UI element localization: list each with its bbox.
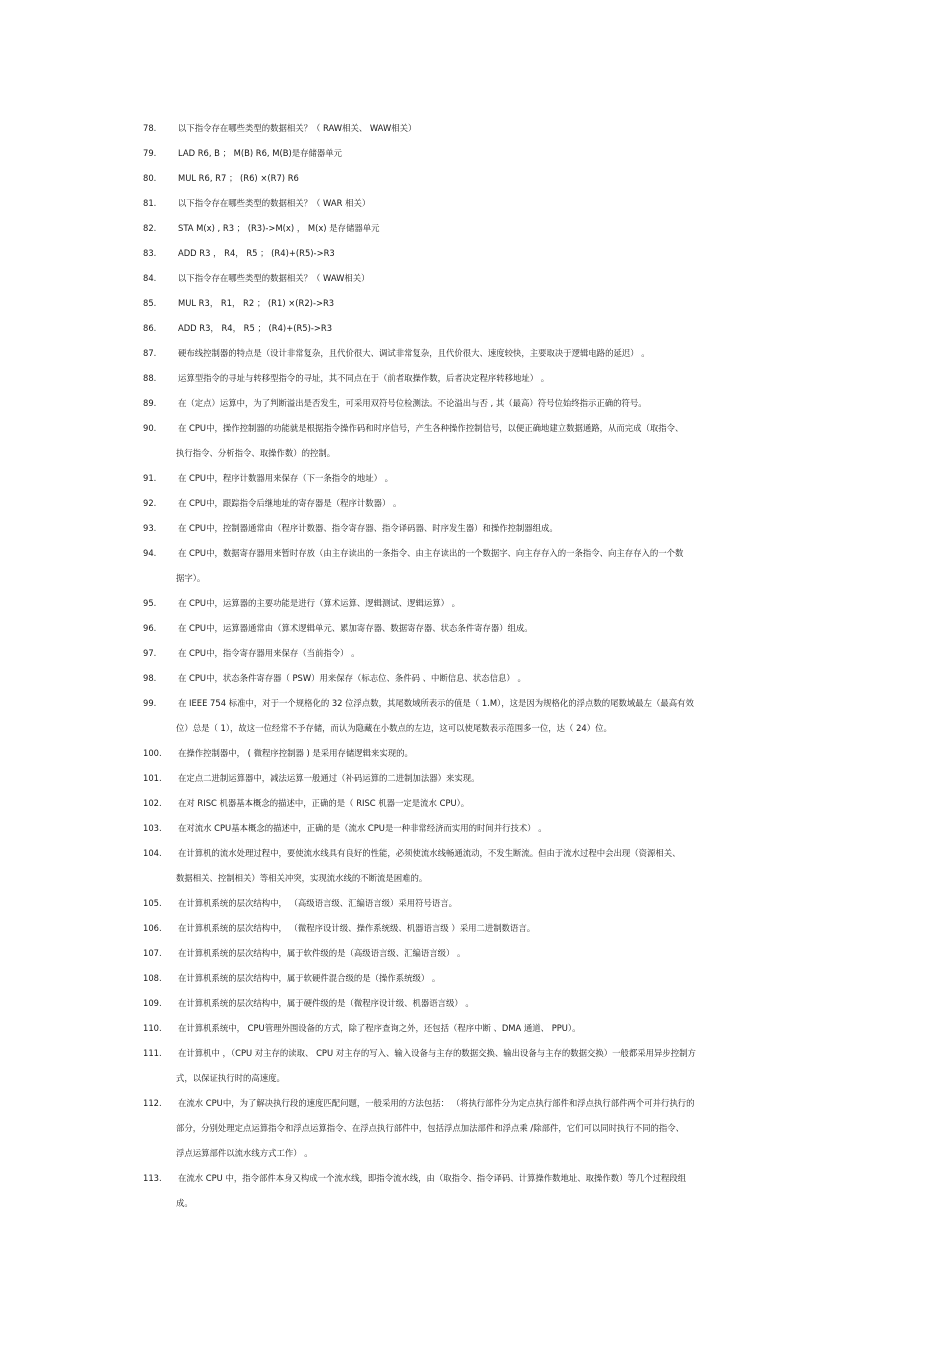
question-number: 109.: [143, 998, 162, 1008]
question-line: [0, 747, 950, 772]
question-line: [0, 1022, 950, 1047]
question-number: 82.: [143, 223, 157, 233]
question-item: [0, 222, 950, 247]
question-number: 103.: [143, 823, 162, 833]
question-line: [0, 572, 950, 597]
question-number: 111.: [143, 1048, 162, 1058]
question-text: 以下指令存在哪些类型的数据相关？（ WAW相关）: [178, 273, 370, 283]
question-number: 112.: [143, 1098, 162, 1108]
question-item: [0, 1022, 950, 1047]
question-line: [0, 1072, 950, 1097]
question-number: 99.: [143, 698, 157, 708]
question-number: 95.: [143, 598, 157, 608]
question-text: 在 CPU中，状态条件寄存器（ PSW）用来保存（标志位、条件码 、中断信息、状态信息） 。: [178, 673, 526, 683]
question-item: [0, 272, 950, 297]
question-number: 84.: [143, 273, 157, 283]
question-line: [0, 472, 950, 497]
question-text: 在（定点）运算中，为了判断溢出是否发生，可采用双符号位检测法。不论溢出与否 , 其（最高）符号位始终指示正确的符号。: [178, 398, 647, 408]
question-number: 100.: [143, 748, 162, 758]
question-item: [0, 947, 950, 972]
question-text: 以下指令存在哪些类型的数据相关？（ RAW相关、 WAW相关）: [178, 123, 417, 133]
question-line: [0, 372, 950, 397]
question-item: [0, 847, 950, 897]
question-text-continued: 位）总是（ 1），故这一位经常不予存储，而认为隐藏在小数点的左边，这可以使尾数表示范围多一位，达（ 24）位。: [176, 723, 612, 733]
question-item: [0, 472, 950, 497]
question-text: 运算型指令的寻址与转移型指令的寻址，其不同点在于（前者取操作数，后者决定程序转移地址） 。: [178, 373, 550, 383]
question-item: [0, 1097, 950, 1172]
question-text-continued: 据字）。: [176, 573, 206, 583]
question-item: [0, 247, 950, 272]
question-number: 79.: [143, 148, 157, 158]
question-line: [0, 647, 950, 672]
question-number: 78.: [143, 123, 157, 133]
question-text: 在 CPU中，程序计数器用来保存（下一条指令的地址） 。: [178, 473, 393, 483]
question-item: [0, 372, 950, 397]
question-text: 在计算机系统的层次结构中，属于软件级的是（高级语言级、汇编语言级） 。: [178, 948, 466, 958]
question-item: [0, 797, 950, 822]
question-text: 在对流水 CPU基本概念的描述中，正确的是（流水 CPU是一种非常经济而实用的时间并行技术） 。: [178, 823, 547, 833]
question-line: [0, 272, 950, 297]
question-number: 91.: [143, 473, 157, 483]
question-text: ADD R3， R4， R5 ； (R4)+(R5)->R3: [178, 323, 333, 333]
question-text: 在定点二进制运算器中，减法运算一般通过（补码运算的二进制加法器）来实现。: [178, 773, 480, 783]
question-text: 以下指令存在哪些类型的数据相关？（ WAR 相关）: [178, 198, 371, 208]
question-text-continued: 数据相关、控制相关）等相关冲突，实现流水线的不断流是困难的。: [176, 873, 428, 883]
question-line: [0, 297, 950, 322]
question-number: 88.: [143, 373, 157, 383]
question-item: [0, 1172, 950, 1222]
question-text: 在操作控制器中， ( 微程序控制器 ) 是采用存储逻辑来实现的。: [178, 748, 413, 758]
question-line: [0, 397, 950, 422]
question-line: [0, 822, 950, 847]
question-line: [0, 897, 950, 922]
question-text: 硬布线控制器的特点是（设计非常复杂，且代价很大、调试非常复杂，且代价很大、速度较快，主要取决于逻辑电路的延迟） 。: [178, 348, 650, 358]
question-text: 在流水 CPU中，为了解决执行段的速度匹配问题，一般采用的方法包括： （将执行部件分为定点执行部件和浮点执行部件两个可并行执行的: [178, 1098, 695, 1108]
question-item: [0, 522, 950, 547]
question-text: 在计算机系统中， CPU管理外围设备的方式，除了程序查询之外，还包括（程序中断 、DMA 通道、 PPU）。: [178, 1023, 581, 1033]
question-text: 在 CPU中，数据寄存器用来暂时存放（由主存读出的一条指令、由主存读出的一个数据字、向主存存入的一条指令、向主存存入的一个数: [178, 548, 684, 558]
question-text-continued: 式，以保证执行时的高速度。: [176, 1073, 285, 1083]
question-number: 108.: [143, 973, 162, 983]
question-item: [0, 647, 950, 672]
question-item: [0, 597, 950, 622]
question-item: [0, 897, 950, 922]
question-line: [0, 447, 950, 472]
question-item: [0, 547, 950, 597]
question-item: [0, 172, 950, 197]
question-text: ADD R3 ， R4， R5 ； (R4)+(R5)->R3: [178, 248, 335, 258]
question-text: 在计算机系统的层次结构中， （微程序设计级、操作系统级、机器语言级 ）采用二进制数语言。: [178, 923, 536, 933]
question-line: [0, 172, 950, 197]
question-item: [0, 422, 950, 472]
question-item: [0, 672, 950, 697]
question-line: [0, 847, 950, 872]
question-number: 101.: [143, 773, 162, 783]
question-line: [0, 1122, 950, 1147]
question-item: [0, 122, 950, 147]
question-number: 98.: [143, 673, 157, 683]
question-item: [0, 997, 950, 1022]
question-text: 在流水 CPU 中，指令部件本身又构成一个流水线，即指令流水线，由（取指令、指令译码、计算操作数地址、取操作数）等几个过程段组: [178, 1173, 687, 1183]
question-text-continued: 浮点运算部件以流水线方式工作） 。: [176, 1148, 313, 1158]
question-item: [0, 197, 950, 222]
question-line: [0, 872, 950, 897]
question-line: [0, 347, 950, 372]
question-line: [0, 972, 950, 997]
question-line: [0, 197, 950, 222]
question-item: [0, 772, 950, 797]
question-text-continued: 成。: [176, 1198, 193, 1208]
question-line: [0, 147, 950, 172]
question-line: [0, 1147, 950, 1172]
question-number: 94.: [143, 548, 157, 558]
question-text: 在计算机系统的层次结构中， （高级语言级、汇编语言级）采用符号语言。: [178, 898, 458, 908]
question-text: 在 CPU中，指令寄存器用来保存（当前指令） 。: [178, 648, 360, 658]
question-number: 86.: [143, 323, 157, 333]
question-text-continued: 执行指令、分析指令、取操作数）的控制。: [176, 448, 336, 458]
question-item: [0, 347, 950, 372]
question-text: 在 IEEE 754 标准中，对于一个规格化的 32 位浮点数，其尾数域所表示的值是（ 1.M），这是因为规格化的浮点数的尾数域最左（最高有效: [178, 698, 694, 708]
question-number: 104.: [143, 848, 162, 858]
question-line: [0, 422, 950, 447]
question-number: 80.: [143, 173, 157, 183]
question-text: 在 CPU中，运算器通常由（算术逻辑单元、累加寄存器、数据寄存器、状态条件寄存器）组成。: [178, 623, 533, 633]
question-item: [0, 622, 950, 647]
question-line: [0, 547, 950, 572]
question-text-continued: 部分，分别处理定点运算指令和浮点运算指令、在浮点执行部件中，包括浮点加法部件和浮点乘 /除部件，它们可以同时执行不同的指令、: [176, 1123, 684, 1133]
question-item: [0, 822, 950, 847]
question-number: 113.: [143, 1173, 162, 1183]
question-text: 在 CPU中，控制器通常由（程序计数器、指令寄存器、指令译码器、时序发生器）和操作控制器组成。: [178, 523, 558, 533]
question-number: 110.: [143, 1023, 162, 1033]
question-number: 81.: [143, 198, 157, 208]
question-text: LAD R6, B ； M(B) R6, M(B)是存储器单元: [178, 148, 343, 158]
question-line: [0, 772, 950, 797]
question-item: [0, 322, 950, 347]
question-text: STA M(x) , R3 ； (R3)->M(x) ， M(x) 是存储器单元: [178, 223, 380, 233]
question-item: [0, 697, 950, 747]
question-text: 在 CPU中，跟踪指令后继地址的寄存器是（程序计数器） 。: [178, 498, 402, 508]
question-item: [0, 922, 950, 947]
question-text: 在 CPU中，运算器的主要功能是进行（算术运算、逻辑测试、逻辑运算） 。: [178, 598, 460, 608]
question-number: 106.: [143, 923, 162, 933]
question-line: [0, 497, 950, 522]
question-line: [0, 122, 950, 147]
question-text: 在计算机中 ，（CPU 对主存的读取、 CPU 对主存的写入、输入设备与主存的数据交换、输出设备与主存的数据交换）一般都采用异步控制方: [178, 1048, 696, 1058]
question-text: 在计算机的流水处理过程中，要使流水线具有良好的性能，必须使流水线畅通流动，不发生断流。但由于流水过程中会出现（资源相关、: [178, 848, 681, 858]
question-line: [0, 247, 950, 272]
question-text: 在对 RISC 机器基本概念的描述中，正确的是（ RISC 机器一定是流水 CPU）。: [178, 798, 470, 808]
question-line: [0, 597, 950, 622]
question-number: 97.: [143, 648, 157, 658]
question-line: [0, 1172, 950, 1197]
question-number: 102.: [143, 798, 162, 808]
question-line: [0, 947, 950, 972]
question-number: 89.: [143, 398, 157, 408]
question-line: [0, 622, 950, 647]
question-number: 105.: [143, 898, 162, 908]
question-item: [0, 747, 950, 772]
question-number: 85.: [143, 298, 157, 308]
question-text: MUL R6, R7 ； (R6) ×(R7) R6: [178, 173, 299, 183]
question-item: [0, 1047, 950, 1097]
question-text: MUL R3， R1， R2 ； (R1) ×(R2)->R3: [178, 298, 335, 308]
question-line: [0, 722, 950, 747]
question-item: [0, 972, 950, 997]
question-item: [0, 297, 950, 322]
question-text: 在计算机系统的层次结构中，属于硬件级的是（微程序设计级、机器语言级） 。: [178, 998, 474, 1008]
question-number: 83.: [143, 248, 157, 258]
question-line: [0, 697, 950, 722]
question-line: [0, 1047, 950, 1072]
question-number: 90.: [143, 423, 157, 433]
question-text: 在计算机系统的层次结构中，属于软硬件混合级的是（操作系统级） 。: [178, 973, 441, 983]
question-text: 在 CPU中，操作控制器的功能就是根据指令操作码和时序信号，产生各种操作控制信号，以便正确地建立数据通路，从而完成（取指令、: [178, 423, 684, 433]
question-line: [0, 522, 950, 547]
question-number: 107.: [143, 948, 162, 958]
question-number: 92.: [143, 498, 157, 508]
question-line: [0, 1197, 950, 1222]
question-item: [0, 497, 950, 522]
question-number: 93.: [143, 523, 157, 533]
question-item: [0, 397, 950, 422]
question-number: 96.: [143, 623, 157, 633]
question-line: [0, 997, 950, 1022]
question-line: [0, 222, 950, 247]
question-item: [0, 147, 950, 172]
question-number: 87.: [143, 348, 157, 358]
question-line: [0, 672, 950, 697]
question-line: [0, 797, 950, 822]
question-line: [0, 922, 950, 947]
question-line: [0, 322, 950, 347]
question-line: [0, 1097, 950, 1122]
